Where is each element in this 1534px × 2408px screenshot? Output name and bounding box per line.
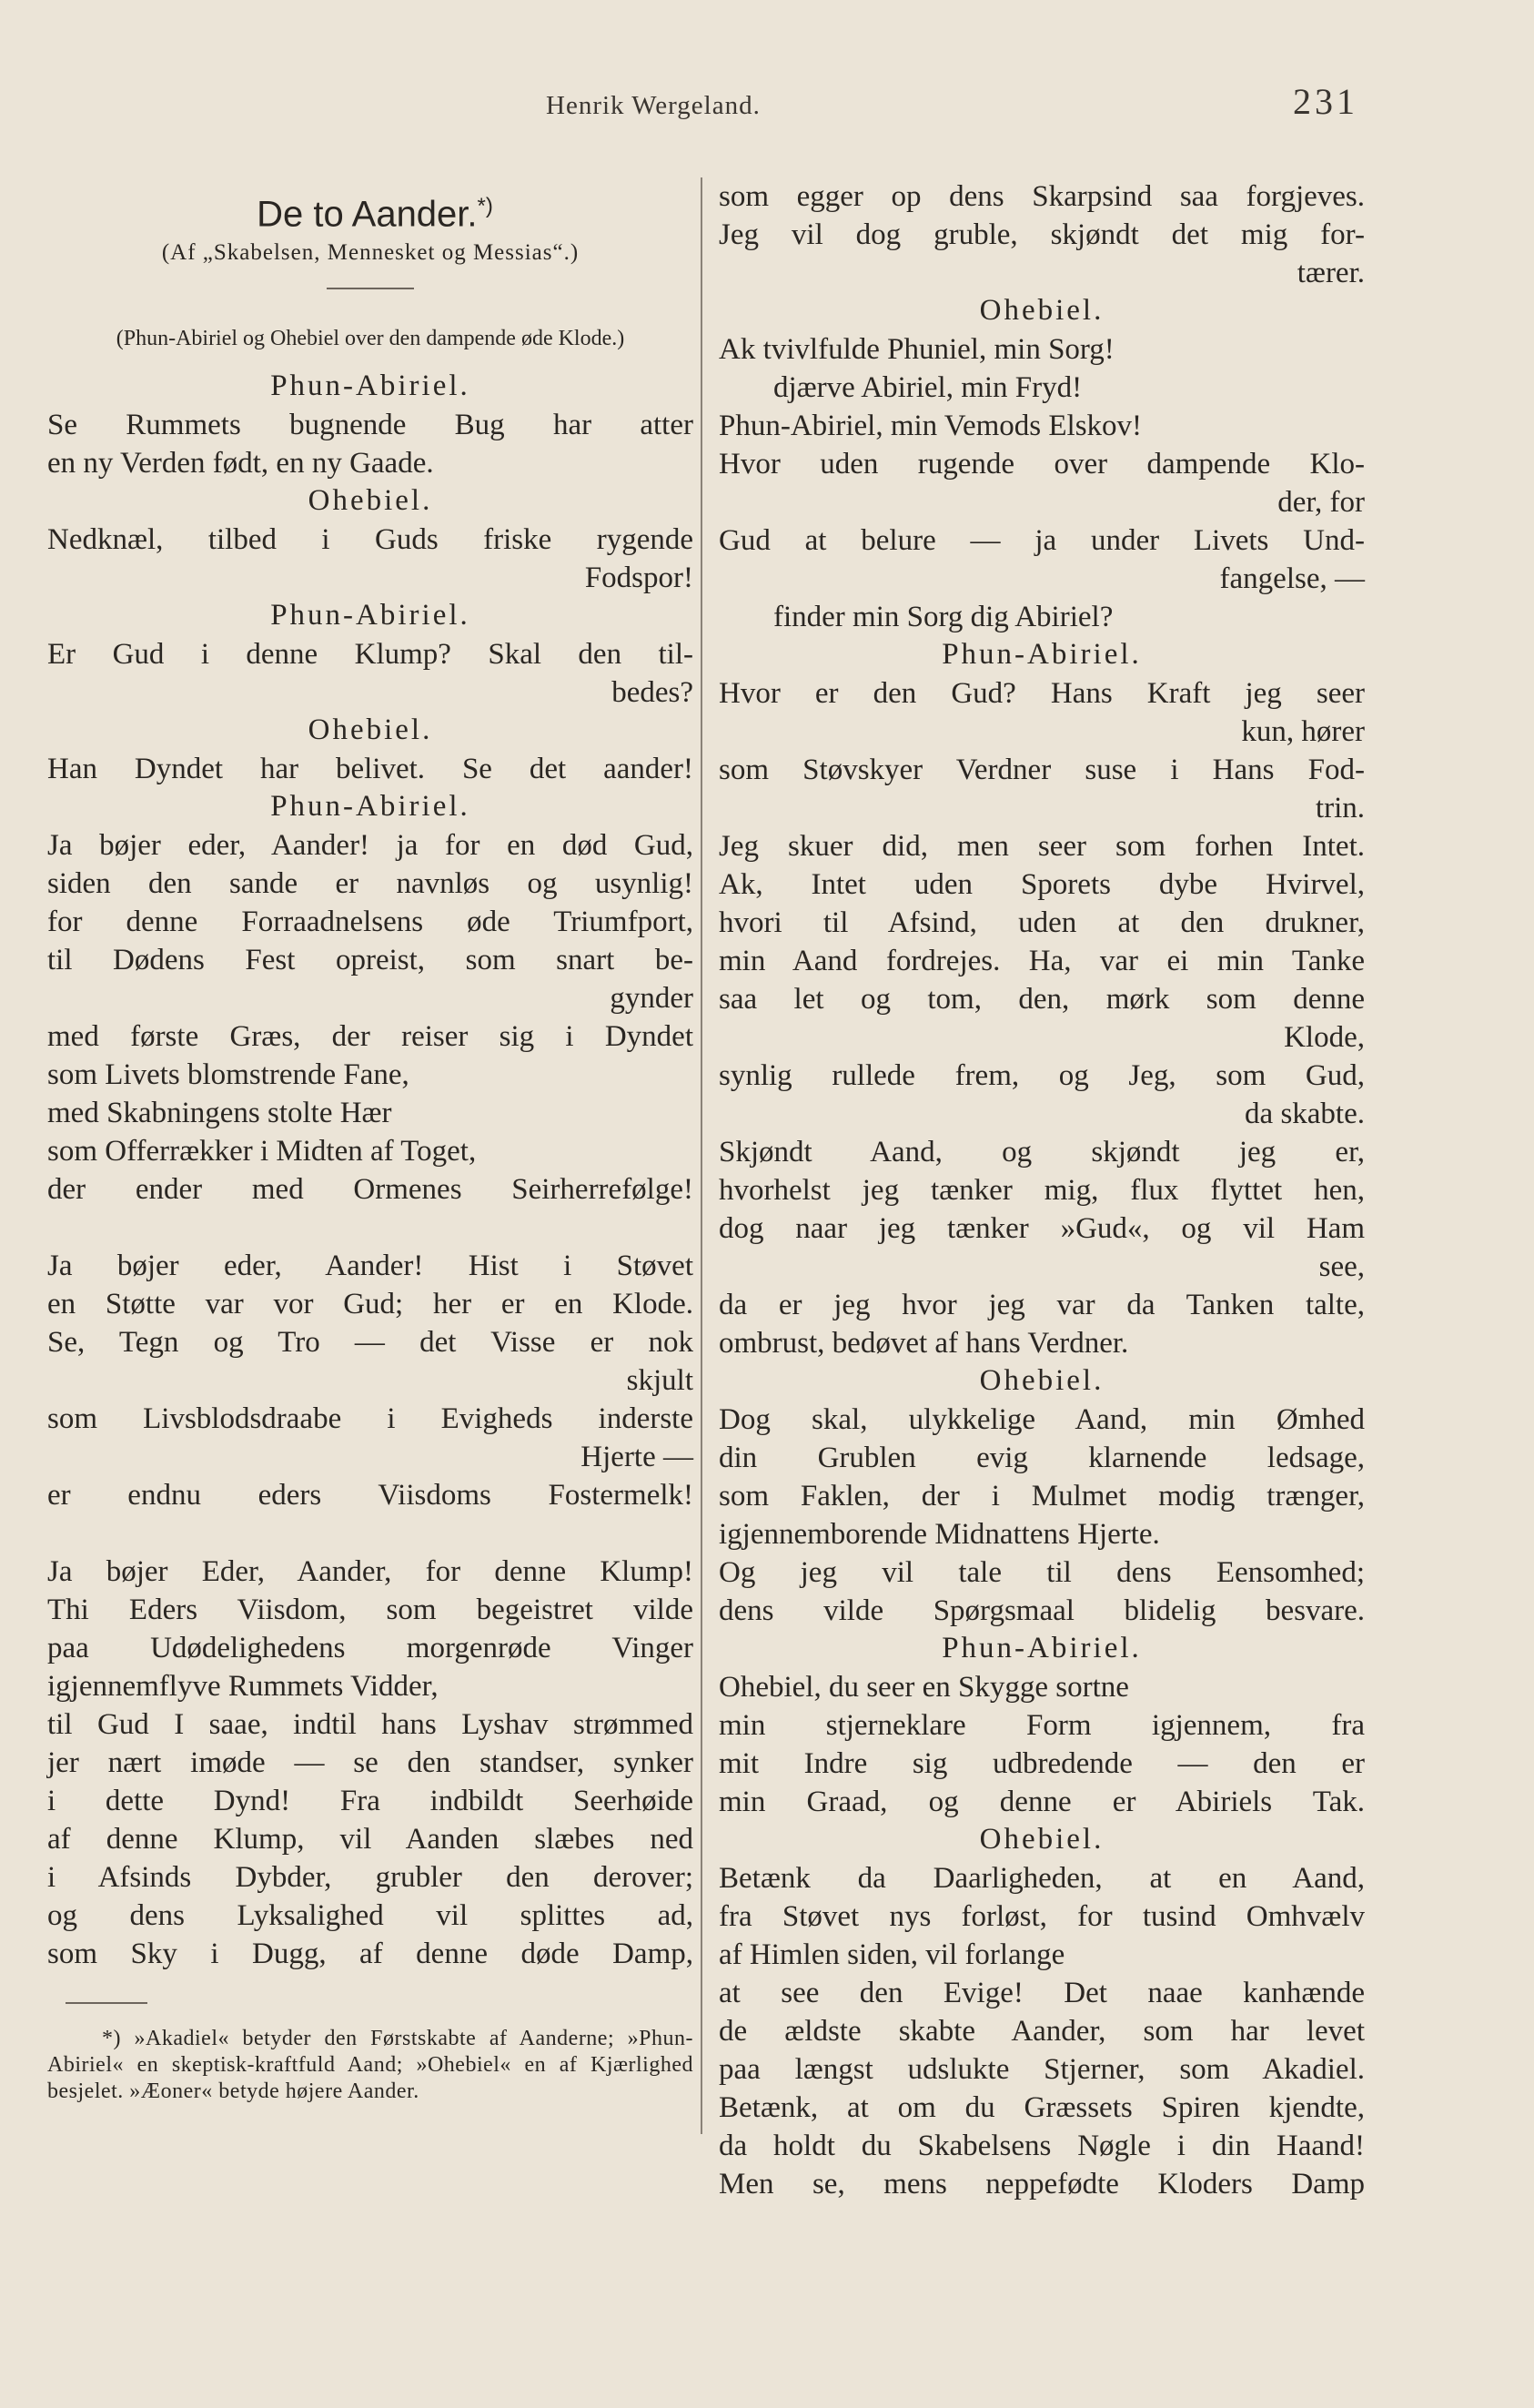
- verse-line: dens vilde Spørgsmaal blidelig besvare.: [719, 1594, 1365, 1627]
- verse-line: Betænk, at om du Græssets Spiren kjendte,: [719, 2091, 1365, 2124]
- verse-line: Betænk da Daarligheden, at en Aand,: [719, 1862, 1365, 1895]
- verse-line: da er jeg hvor jeg var da Tanken talte,: [719, 1289, 1365, 1321]
- verse-line: de ældste skabte Aander, som har levet: [719, 2015, 1365, 2048]
- speaker-name: Ohebiel.: [308, 484, 433, 518]
- speaker-name: Ohebiel.: [979, 1823, 1105, 1856]
- verse-line: igjennemflyve Rummets Vidder,: [47, 1670, 439, 1704]
- verse-line: Han Dyndet har belivet. Se det aander!: [47, 753, 693, 786]
- speaker-name: Phun-Abiriel.: [942, 1632, 1142, 1664]
- left-verse: [47, 368, 693, 1973]
- verse-line: da holdt du Skabelsens Nøgle i din Haand!: [719, 2130, 1365, 2162]
- stanza-gap: [47, 1514, 693, 1553]
- verse-line: Ak, Intet uden Sporets dybe Hvirvel,: [719, 868, 1365, 901]
- verse-line: der, for: [1277, 486, 1365, 519]
- column-divider: [701, 177, 702, 2134]
- speaker-name: Phun-Abiriel.: [270, 790, 470, 824]
- verse-line: Se Rummets bugnende Bug har atter: [47, 409, 693, 442]
- poem-title-text: De to Aander.: [257, 194, 478, 235]
- verse-line: hvori til Afsind, uden at den drukner,: [719, 906, 1365, 939]
- verse-line: Gud at belure — ja under Livets Und-: [719, 524, 1365, 557]
- verse-line: fra Støvet nys forløst, for tusind Omhvælv: [719, 1900, 1365, 1933]
- verse-line: Se, Tegn og Tro — det Visse er nok: [47, 1326, 693, 1360]
- poem-title: [56, 194, 693, 235]
- verse-line: Skjøndt Aand, og skjøndt jeg er,: [719, 1136, 1365, 1169]
- footnote-marker: *): [477, 194, 493, 218]
- verse-line: saa let og tom, den, mørk som denne: [719, 983, 1365, 1016]
- poem-subtitle: (Af „Skabelsen, Mennesket og Messias“.): [161, 240, 580, 266]
- verse-line: igjennemborende Midnattens Hjerte.: [719, 1518, 1160, 1551]
- verse-line: i Afsinds Dybder, grubler den derover;: [47, 1861, 693, 1895]
- verse-line: siden den sande er navnløs og usynlig!: [47, 867, 693, 901]
- verse-line: Hvor uden rugende over dampende Klo-: [719, 448, 1365, 481]
- speaker-name: Ohebiel.: [308, 713, 433, 747]
- verse-line: Fodspor!: [584, 562, 693, 595]
- verse-line: Ohebiel, du seer en Skygge sortne: [719, 1671, 1129, 1704]
- verse-line: paa længst udslukte Stjerner, som Akadiel.: [719, 2053, 1365, 2086]
- verse-line: trin.: [1315, 792, 1365, 825]
- right-verse: [719, 177, 1365, 2203]
- verse-line: min Aand fordrejes. Ha, var ei min Tanke: [719, 945, 1365, 977]
- verse-line: fangelse, —: [1219, 562, 1365, 595]
- speaker-name: Phun-Abiriel.: [270, 369, 470, 403]
- speaker-name: Ohebiel.: [979, 294, 1105, 327]
- verse-line: skjult: [626, 1364, 693, 1398]
- verse-line: Og jeg vil tale til dens Eensomhed;: [719, 1556, 1365, 1589]
- verse-line: ombrust, bedøvet af hans Verdner.: [719, 1327, 1129, 1360]
- verse-line: i dette Dynd! Fra indbildt Seerhøide: [47, 1785, 693, 1818]
- verse-line: som egger op dens Skarpsind saa forgjeves.: [719, 180, 1365, 213]
- verse-line: Ak tvivlfulde Phuniel, min Sorg!: [719, 333, 1115, 366]
- verse-line: Klode,: [1284, 1021, 1365, 1054]
- verse-line: synlig rullede frem, og Jeg, som Gud,: [719, 1059, 1365, 1092]
- verse-line: din Grublen evig klarnende ledsage,: [719, 1442, 1365, 1474]
- verse-line: som Livets blomstrende Fane,: [47, 1058, 409, 1092]
- verse-line: da skabte.: [1245, 1098, 1365, 1130]
- verse-line: mit Indre sig udbredende — den er: [719, 1747, 1365, 1780]
- verse-line: som Faklen, der i Mulmet modig trænger,: [719, 1480, 1365, 1513]
- page-number: 231: [1293, 81, 1358, 122]
- verse-line: til Gud I saae, indtil hans Lyshav strømmed: [47, 1708, 693, 1742]
- verse-line: er endnu eders Viisdoms Fostermelk!: [47, 1479, 693, 1513]
- verse-line: Er Gud i denne Klump? Skal den til-: [47, 638, 693, 672]
- right-column: [719, 177, 1365, 2203]
- verse-line: djærve Abiriel, min Fryd!: [773, 371, 1083, 404]
- verse-line: paa Udødelighedens morgenrøde Vinger: [47, 1632, 693, 1665]
- footnote-text: *) »Akadiel« betyder den Førstskabte af Aanderne; »Phun-Abiriel« en skeptisk-kraftfuld Aand; »Ohebiel« en af Kjærlighed besjelet. »Æoner« betyde højere Aander.: [47, 2027, 693, 2104]
- verse-line: som Støvskyer Verdner suse i Hans Fod-: [719, 754, 1365, 786]
- verse-line: af denne Klump, vil Aanden slæbes ned: [47, 1823, 693, 1857]
- verse-line: Phun-Abiriel, min Vemods Elskov!: [719, 410, 1143, 442]
- footnote: [47, 2026, 693, 2105]
- verse-line: en Støtte var vor Gud; her er en Klode.: [47, 1288, 693, 1321]
- verse-line: der ender med Ormenes Seirherrefølge!: [47, 1173, 693, 1207]
- verse-line: see,: [1318, 1250, 1365, 1283]
- verse-line: min Graad, og denne er Abiriels Tak.: [719, 1786, 1365, 1818]
- speaker-name: Phun-Abiriel.: [942, 638, 1142, 671]
- verse-line: finder min Sorg dig Abiriel?: [773, 601, 1114, 633]
- running-head-author: Henrik Wergeland.: [546, 91, 761, 120]
- verse-line: med første Græs, der reiser sig i Dyndet: [47, 1020, 693, 1054]
- verse-line: min stjerneklare Form igjennem, fra: [719, 1709, 1365, 1742]
- verse-line: til Dødens Fest opreist, som snart be-: [47, 944, 693, 977]
- verse-line: med Skabningens stolte Hær: [47, 1097, 392, 1130]
- verse-line: som Sky i Dugg, af denne døde Damp,: [47, 1938, 693, 1971]
- verse-line: kun, hører: [1241, 715, 1365, 748]
- verse-line: Ja bøjer eder, Aander! ja for en død Gud,: [47, 829, 693, 863]
- verse-line: Hjerte —: [580, 1441, 693, 1474]
- verse-line: en ny Verden født, en ny Gaade.: [47, 447, 434, 481]
- verse-line: dog naar jeg tænker »Gud«, og vil Ham: [719, 1212, 1365, 1245]
- verse-line: Hvor er den Gud? Hans Kraft jeg seer: [719, 677, 1365, 710]
- verse-line: Ja bøjer eder, Aander! Hist i Støvet: [47, 1250, 693, 1283]
- verse-line: Jeg vil dog gruble, skjøndt det mig for-: [719, 218, 1365, 251]
- verse-line: som Offerrækker i Midten af Toget,: [47, 1135, 477, 1169]
- verse-line: Ja bøjer Eder, Aander, for denne Klump!: [47, 1555, 693, 1589]
- stage-direction: (Phun-Abiriel og Ohebiel over den dampende øde Klode.): [116, 327, 625, 351]
- verse-line: Thi Eders Viisdom, som begeistret vilde: [47, 1594, 693, 1627]
- verse-line: at see den Evige! Det naae kanhænde: [719, 1977, 1365, 2009]
- verse-line: Dog skal, ulykkelige Aand, min Ømhed: [719, 1403, 1365, 1436]
- verse-line: gynder: [610, 982, 693, 1016]
- verse-line: Nedknæl, tilbed i Guds friske rygende: [47, 523, 693, 557]
- speaker-name: Ohebiel.: [979, 1364, 1105, 1397]
- footnote-divider: [66, 2002, 147, 2004]
- verse-line: Jeg skuer did, men seer som forhen Intet.: [719, 830, 1365, 863]
- verse-line: af Himlen siden, vil forlange: [719, 1938, 1065, 1971]
- verse-line: hvorhelst jeg tænker mig, flux flyttet hen,: [719, 1174, 1365, 1207]
- verse-line: og dens Lyksalighed vil splittes ad,: [47, 1899, 693, 1933]
- verse-line: for denne Forraadnelsens øde Triumfport,: [47, 906, 693, 939]
- speaker-name: Phun-Abiriel.: [270, 599, 470, 632]
- left-column: [47, 177, 693, 2105]
- verse-line: jer nært imøde — se den standser, synker: [47, 1746, 693, 1780]
- verse-line: tærer.: [1297, 257, 1365, 289]
- title-divider: [327, 288, 414, 289]
- verse-line: bedes?: [611, 676, 693, 710]
- stanza-gap: [47, 1209, 693, 1247]
- verse-line: Men se, mens neppefødte Kloders Damp: [719, 2168, 1365, 2201]
- verse-line: som Livsblodsdraabe i Evigheds inderste: [47, 1402, 693, 1436]
